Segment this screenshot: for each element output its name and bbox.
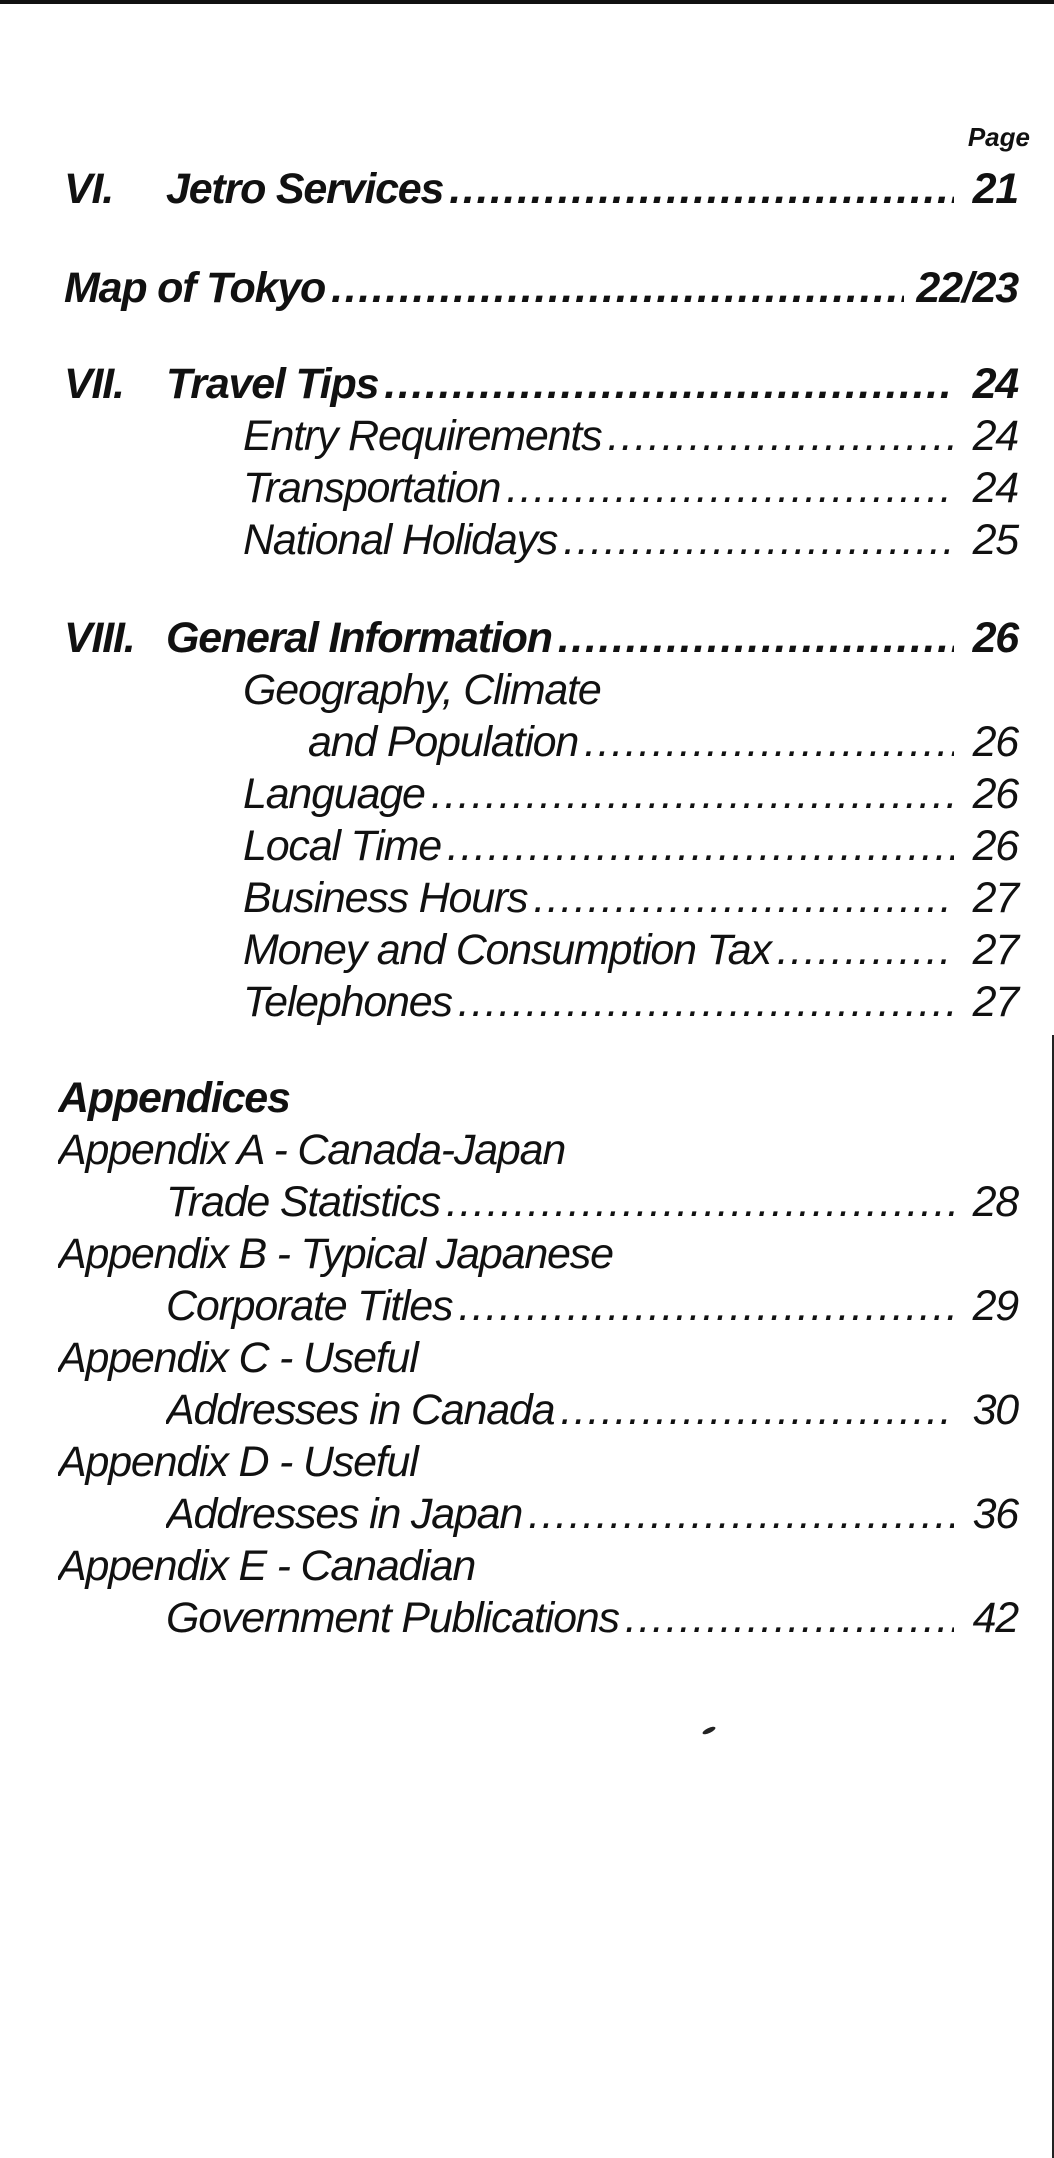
dot-leader [452,976,954,1028]
dot-leader [378,358,954,410]
dot-leader [522,1488,954,1540]
entry-title: National Holidays [243,516,558,564]
section-number: VI. [64,165,113,213]
entry-page: 24 [972,412,1018,460]
entry-title: Money and Consumption Tax [243,926,771,974]
entry-page: 26 [972,614,1018,662]
appendix-d-entry [0,1488,1054,1540]
appendix-a-entry [0,1176,1054,1228]
appendix-b-title [0,1228,1054,1280]
dot-leader [325,262,904,314]
entry-title: Appendix B - Typical Japanese [58,1230,613,1278]
page-column-label: Page [967,122,1030,152]
appendix-e-title [0,1540,1054,1592]
entry-page: 22/23 [916,264,1018,312]
entry-title: and Population [308,718,579,766]
entry-title: Addresses in Canada [166,1386,555,1434]
dot-leader [500,462,954,514]
dot-leader [578,716,954,768]
dot-leader [441,820,954,872]
entry-title: Business Hours [243,874,528,922]
entry-page: 42 [972,1594,1018,1642]
entry-page: 26 [972,718,1018,766]
dot-leader [554,1384,954,1436]
toc-entry-geography-climate [0,664,1054,716]
entry-page: 29 [972,1282,1018,1330]
entry-page: 24 [972,464,1018,512]
toc-entry-money-and-consumption-tax [0,924,1054,976]
appendix-d-title [0,1436,1054,1488]
entry-page: 27 [972,926,1018,974]
entry-title: Trade Statistics [166,1178,440,1226]
entry-title: Geography, Climate [243,666,601,714]
dot-leader [440,1176,954,1228]
entry-title: Appendix C - Useful [58,1334,418,1382]
entry-page: 26 [972,822,1018,870]
dot-leader [557,514,954,566]
entry-title: Entry Requirements [243,412,602,460]
heading-title: Appendices [58,1074,290,1122]
toc-entry-and-population [0,716,1054,768]
section-number: VII. [64,360,124,408]
appendix-c-title [0,1332,1054,1384]
dot-leader [425,768,954,820]
entry-title: Telephones [243,978,452,1026]
entry-title: Local Time [243,822,441,870]
entry-title: Travel Tips [166,360,379,408]
entry-page: 28 [972,1178,1018,1226]
toc-entry-jetro-services [0,163,1054,215]
appendix-b-entry [0,1280,1054,1332]
entry-title: Appendix E - Canadian [58,1542,476,1590]
entry-page: 21 [972,165,1018,213]
entry-page: 30 [972,1386,1018,1434]
toc-entry-transportation [0,462,1054,514]
dot-leader [527,872,954,924]
entry-title: Corporate Titles [166,1282,453,1330]
entry-title: Language [243,770,425,818]
dot-leader [443,163,954,215]
entry-page: 24 [972,360,1018,408]
toc-entry-business-hours [0,872,1054,924]
entry-title: Jetro Services [166,165,444,213]
entry-page: 36 [972,1490,1018,1538]
dot-leader [552,612,954,664]
entry-page: 27 [972,978,1018,1026]
dot-leader [771,924,954,976]
toc-entry-entry-requirements [0,410,1054,462]
entry-page: 27 [972,874,1018,922]
entry-title: Transportation [243,464,501,512]
toc-entry-travel-tips [0,358,1054,410]
toc-entry-general-information [0,612,1054,664]
entry-title: Map of Tokyo [64,264,326,312]
entry-title: Appendix D - Useful [58,1438,418,1486]
toc-entry-telephones [0,976,1054,1028]
entry-page: 25 [972,516,1018,564]
entry-title: Government Publications [166,1594,619,1642]
appendices-heading [0,1072,1054,1124]
toc-entry-national-holidays [0,514,1054,566]
entry-page: 26 [972,770,1018,818]
entry-title: Appendix A - Canada-Japan [58,1126,566,1174]
dot-leader [601,410,954,462]
toc-entry-map-of-tokyo [0,262,1054,314]
toc-entry-language [0,768,1054,820]
appendix-a-title [0,1124,1054,1176]
entry-title: General Information [166,614,552,662]
entry-title: Addresses in Japan [166,1490,523,1538]
dot-leader [619,1592,954,1644]
appendix-e-entry [0,1592,1054,1644]
section-number: VIII. [64,614,135,662]
dot-leader [452,1280,954,1332]
scan-speck [702,1725,717,1735]
toc-entry-local-time [0,820,1054,872]
appendix-c-entry [0,1384,1054,1436]
